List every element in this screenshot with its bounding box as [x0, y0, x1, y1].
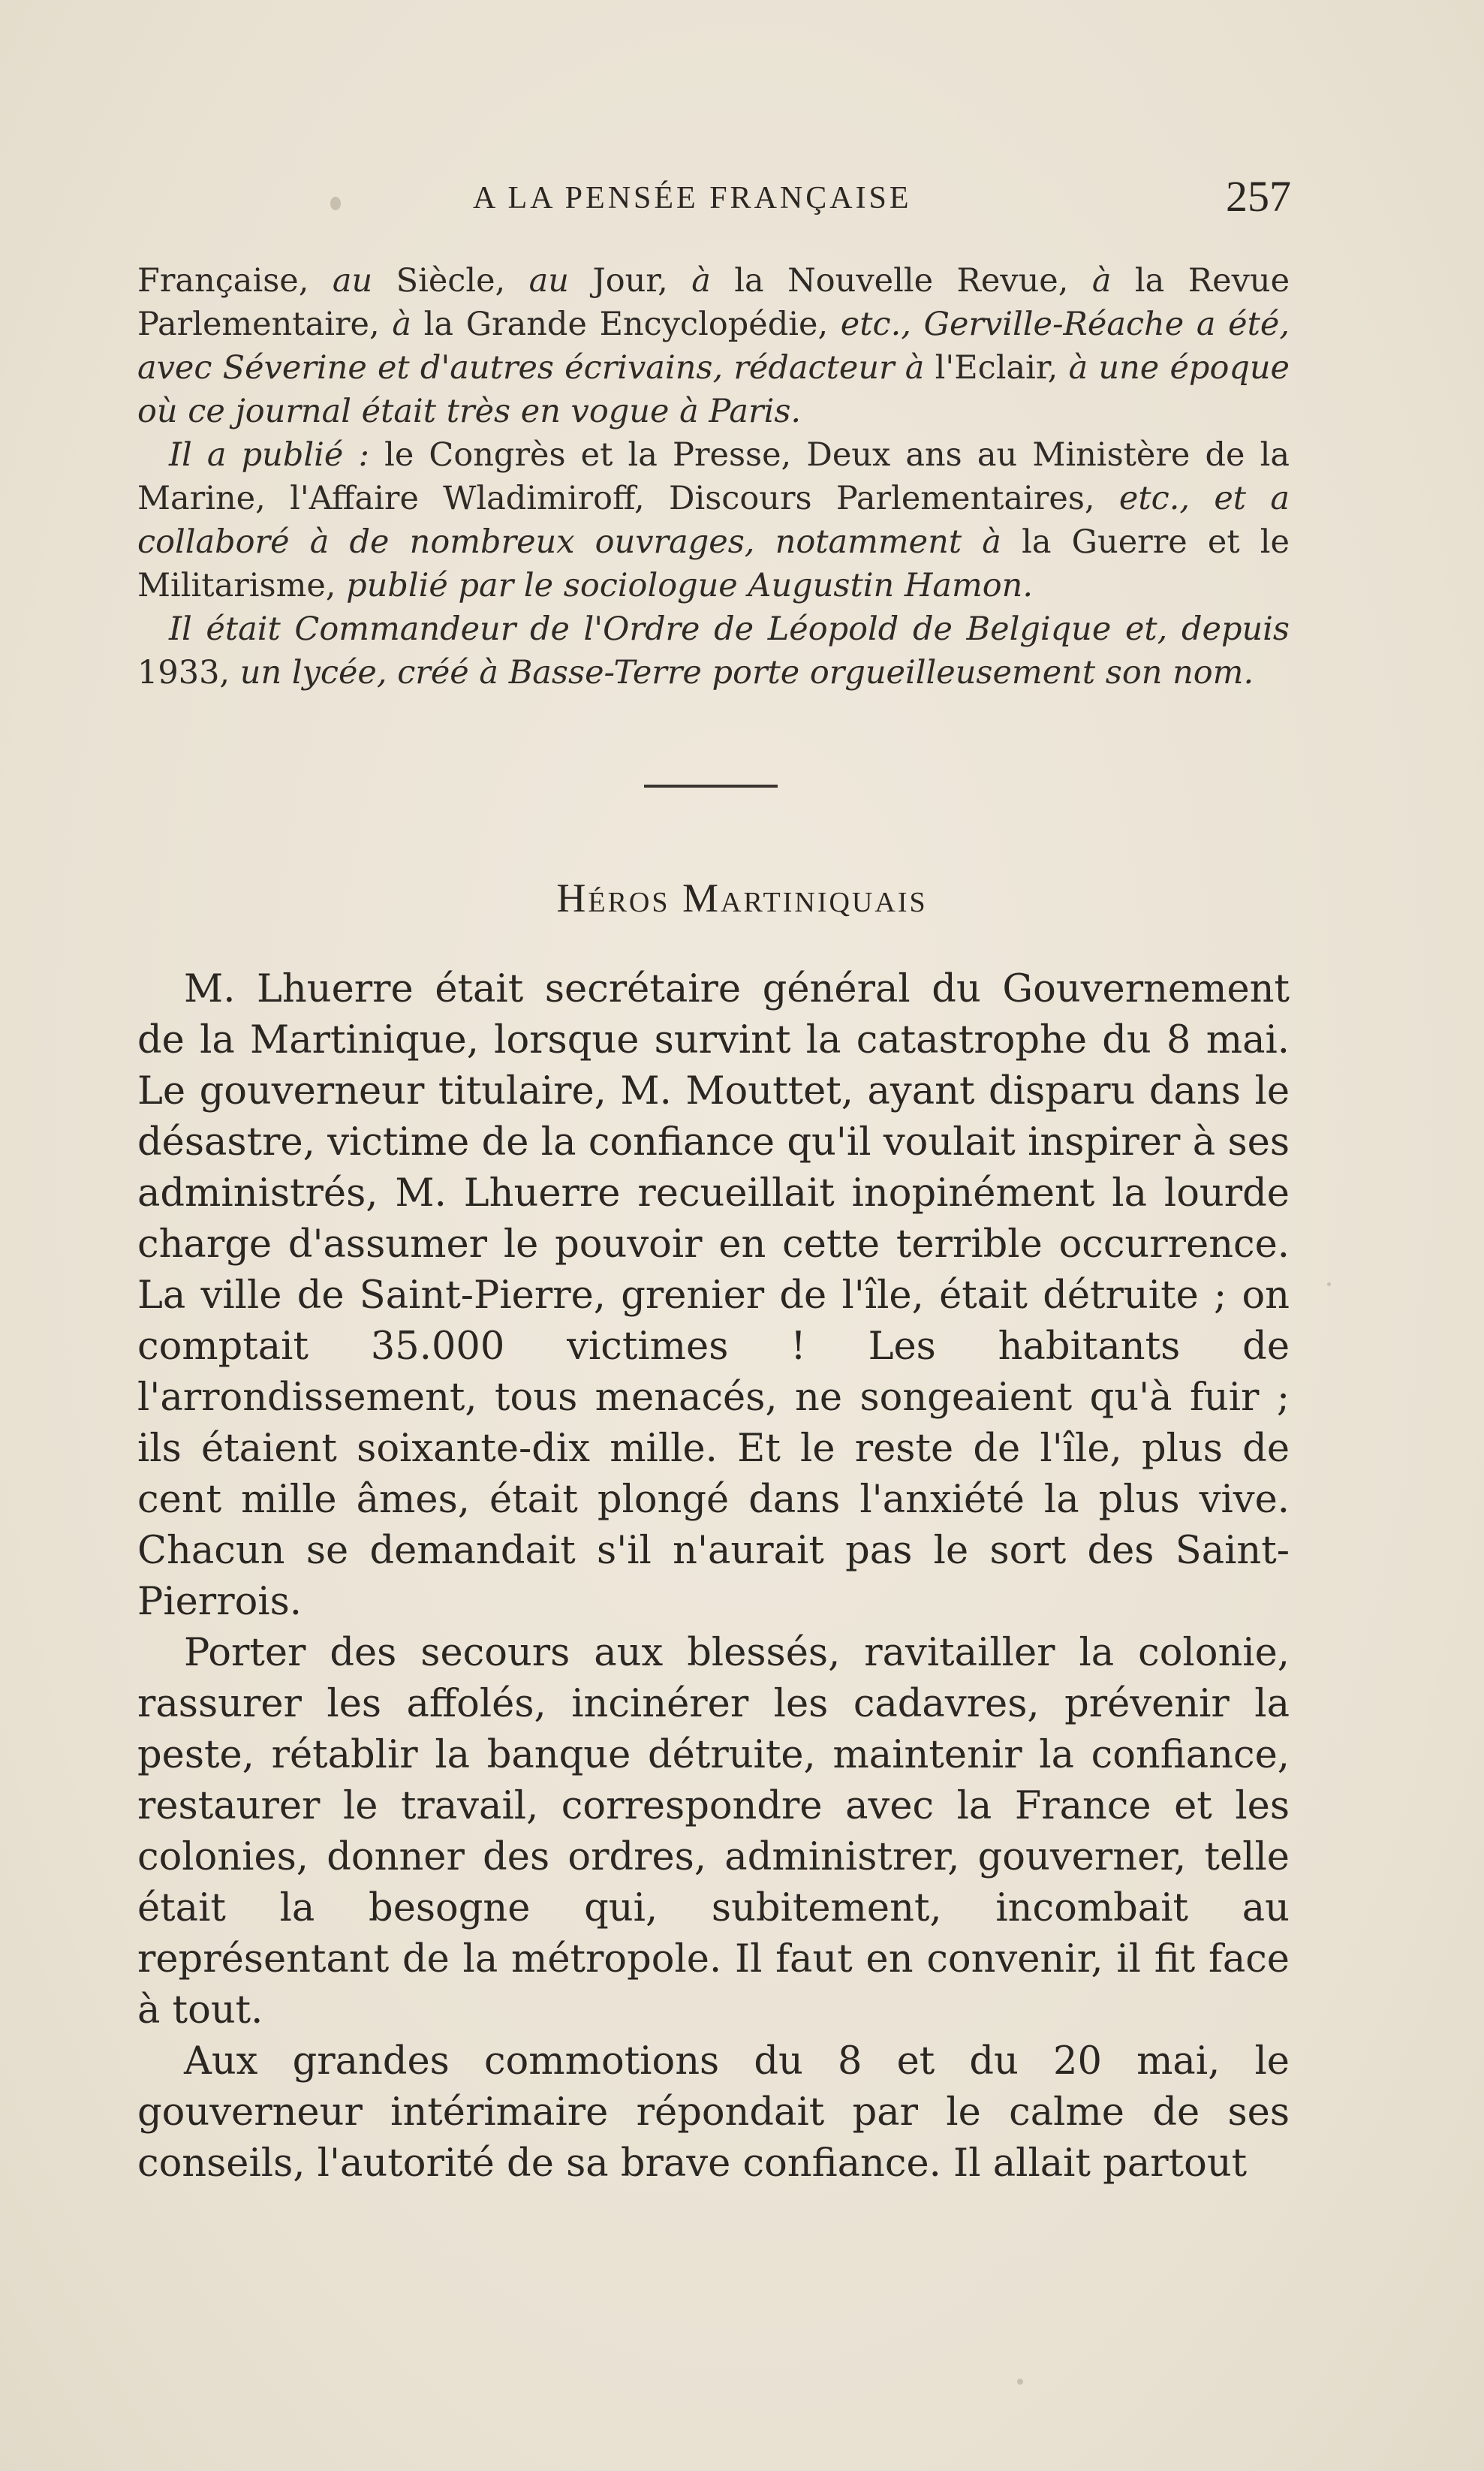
roman-run: Française, [137, 262, 333, 300]
italic-run: à une époque où ce journal était très en vogue à Paris. [137, 349, 1290, 430]
page-header [135, 171, 1291, 224]
roman-run: la Nouvelle Revue, [710, 262, 1092, 300]
roman-run: la Revue Parlementaire, [137, 262, 1290, 343]
roman-run: 1933, [137, 654, 240, 692]
roman-run: la Grande Encyclopédie, [411, 306, 841, 343]
roman-run: Siècle, [372, 262, 529, 300]
body-text [137, 964, 1290, 2189]
italic-run: au [332, 262, 373, 300]
paper-speck [330, 197, 341, 210]
italic-run: etc., Gerville-Réache a été, avec Séverine et d'autres écrivains, rédacteur à [137, 306, 1290, 387]
italic-run: à [1091, 262, 1112, 300]
italic-run: au [528, 262, 570, 300]
italic-run: Il était Commandeur de l'Ordre de Léopold de Belgique et, depuis [169, 610, 1290, 648]
section-divider [644, 785, 778, 788]
body-paragraph: Porter des secours aux blessés, ravitailler la colonie, rassurer les affolés, incinérer les cadavres, prévenir la peste, rétablir la banque détruite, maintenir la confiance, restaurer le travail, correspondre avec la France et les colonies, donner des ordres, administrer, gouverner, telle était la besogne qui, subitement, incombait au représentant de la métropole. Il faut en convenir, il fit face à tout. [137, 1631, 1290, 2033]
page-number: 257 [1226, 172, 1291, 221]
paper-speck [1327, 1282, 1331, 1286]
roman-run: l'Eclair, [924, 349, 1069, 387]
body-paragraph: Aux grandes commotions du 8 et du 20 mai, le gouverneur intérimaire répondait par le calme de ses conseils, l'autorité de sa brave confiance. Il allait partout [137, 2039, 1290, 2186]
roman-run: la Guerre et le Militarisme, [137, 523, 1290, 604]
italic-run: Il a publié : [169, 436, 369, 474]
running-title: A LA PENSÉE FRANÇAISE [473, 181, 912, 215]
body-paragraph: M. Lhuerre était secrétaire général du Gouvernement de la Martinique, lorsque survint la catastrophe du 8 mai. Le gouverneur titulaire, M. Mouttet, ayant disparu dans le désastre, victime de la confiance qu'il voulait inspirer à ses administrés, M. Lhuerre recueillait inopinément la lourde charge d'assumer le pouvoir en cette terrible occurrence. La ville de Saint-Pierre, grenier de l'île, était détruite ; on comptait 35.000 victimes ! Les habitants de l'arrondissement, tous menacés, ne songeaient qu'à fuir ; ils étaient soixante-dix mille. Et le reste de l'île, plus de cent mille âmes, était plongé dans l'anxiété la plus vive. Chacun se demandait s'il n'aurait pas le sort des Saint-Pierrois. [137, 967, 1290, 1624]
italic-run: publié par le sociologue Augustin Hamon. [346, 567, 1034, 604]
italic-run: etc., et a collaboré à de nombreux ouvrages, notamment à [137, 480, 1290, 561]
italic-run: à [691, 262, 711, 300]
italic-run: un lycée, créé à Basse-Terre porte orgueilleusement son nom. [239, 654, 1254, 692]
section-heading: Héros Martiniquais [556, 875, 928, 921]
roman-run: le Congrès et la Presse, Deux ans au Ministère de la Marine, l'Affaire Wladimiroff, Discours Parlementaires, [137, 436, 1290, 517]
italic-run: à [392, 306, 411, 343]
notice-paragraph [137, 433, 1290, 607]
roman-run: Jour, [569, 262, 692, 300]
paper-speck [1017, 2379, 1023, 2385]
notice-paragraph [137, 607, 1290, 695]
notice-paragraph [137, 259, 1290, 433]
biographical-notice [137, 259, 1290, 695]
